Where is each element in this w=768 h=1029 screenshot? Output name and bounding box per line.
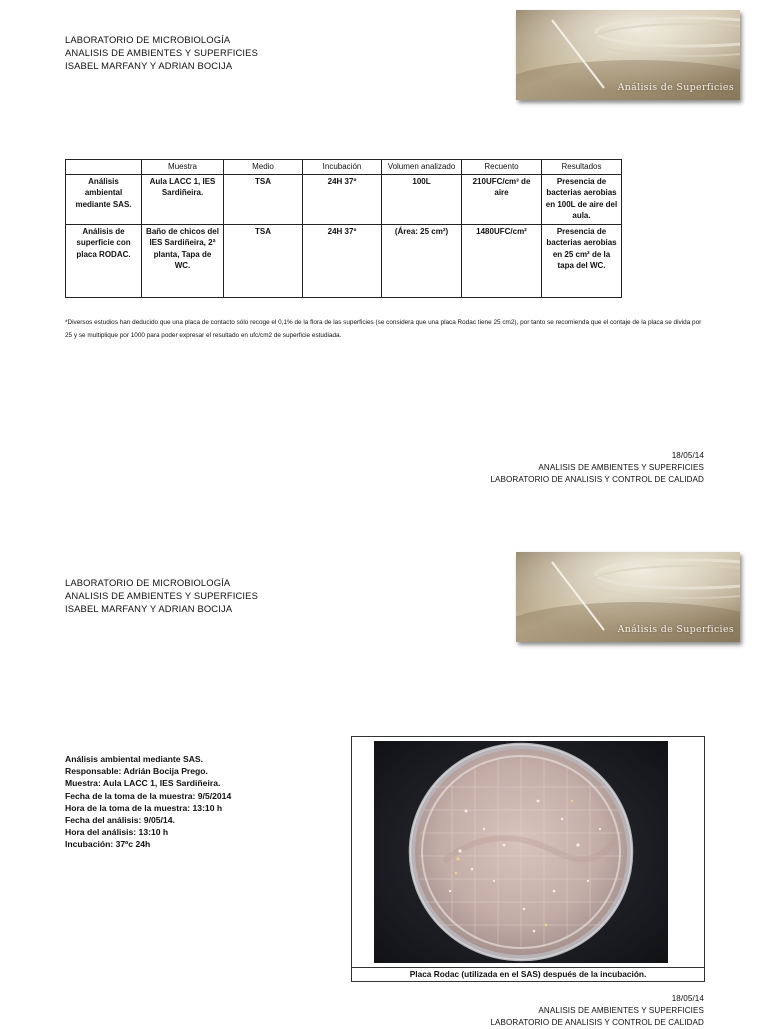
header-lab-name: LABORATORIO DE MICROBIOLOGÍA [65, 34, 231, 45]
header-banner-image [516, 552, 740, 642]
table-cell: 1480UFC/cm² [462, 224, 542, 297]
table-cell: 24H 37º [303, 174, 382, 224]
header-subject: ANALISIS DE AMBIENTES Y SUPERFICIES [65, 47, 258, 58]
banner-title: Análisis de Superficies [617, 624, 734, 635]
footer-lab: LABORATORIO DE ANALISIS Y CONTROL DE CALIDAD [490, 475, 704, 484]
table-cell: 210UFC/cm³ de aire [462, 174, 542, 224]
table-cell: Análisis de superficie con placa RODAC. [66, 224, 142, 297]
table-cell: Presencia de bacterias aerobias en 25 cm² de la tapa del WC. [542, 224, 622, 297]
header-authors: ISABEL MARFANY Y ADRIAN BOCIJA [65, 60, 233, 71]
footer-date: 18/05/14 [671, 994, 704, 1003]
column-header: Muestra [142, 160, 224, 175]
column-header: Recuento [462, 160, 542, 175]
sample-responsible: Responsable: Adrián Bocija Prego. [65, 766, 208, 777]
sample-time: Hora de la toma de la muestra: 13:10 h [65, 802, 223, 813]
petri-dish-figure [351, 736, 705, 982]
table-cell: TSA [224, 174, 303, 224]
petri-dish-photo [374, 741, 668, 963]
table-cell: (Área: 25 cm²) [382, 224, 462, 297]
header-subject: ANALISIS DE AMBIENTES Y SUPERFICIES [65, 590, 258, 601]
footer-lab: LABORATORIO DE ANALISIS Y CONTROL DE CALIDAD [490, 1018, 704, 1027]
sample-details [65, 753, 231, 851]
analysis-time: Hora del análisis: 13:10 h [65, 827, 169, 838]
column-header: Volumen analizado [382, 160, 462, 175]
column-header: Medio [224, 160, 303, 175]
table-cell: 24H 37º [303, 224, 382, 297]
column-header: Resultados [542, 160, 622, 175]
sample-title: Análisis ambiental mediante SAS. [65, 754, 204, 764]
footer-subject: ANALISIS DE AMBIENTES Y SUPERFICIES [538, 463, 704, 472]
table-cell: Aula LACC 1, IES Sardiñeira. [142, 174, 224, 224]
banner-title: Análisis de Superficies [617, 82, 734, 93]
table-cell: Presencia de bacterias aerobias en 100L de aire del aula. [542, 174, 622, 224]
page-header [65, 576, 258, 615]
table-cell: Baño de chicos del IES Sardiñeira, 2ª planta, Tapa de WC. [142, 224, 224, 297]
column-header: Incubación [303, 160, 382, 175]
footer-subject: ANALISIS DE AMBIENTES Y SUPERFICIES [538, 1006, 704, 1015]
photo-caption: Placa Rodac (utilizada en el SAS) después de la incubación. [352, 967, 704, 981]
header-lab-name: LABORATORIO DE MICROBIOLOGÍA [65, 577, 231, 588]
table-cell: 100L [382, 174, 462, 224]
sample-location: Muestra: Aula LACC 1, IES Sardiñeira. [65, 778, 221, 789]
table-cell: Análisis ambiental mediante SAS. [66, 174, 142, 224]
analysis-date: Fecha del análisis: 9/05/14. [65, 815, 175, 826]
header-authors: ISABEL MARFANY Y ADRIAN BOCIJA [65, 603, 233, 614]
sample-date: Fecha de la toma de la muestra: 9/5/2014 [65, 790, 232, 801]
table-cell: TSA [224, 224, 303, 297]
incubation: Incubación: 37ºc 24h [65, 839, 151, 850]
footer-date: 18/05/14 [671, 451, 704, 460]
table-footnote: *Diversos estudios han deducido que una placa de contacto sólo recoge el 0,1% de la flora de las superficies (se considera que una placa Rodac tiene 25 cm2), por tanto se recomienda que el contaje de la placa se divida por 25 y se multiplique por 1000 para poder expresar el resultado en ufc/cm2 de superficie estudiada. [65, 319, 702, 339]
